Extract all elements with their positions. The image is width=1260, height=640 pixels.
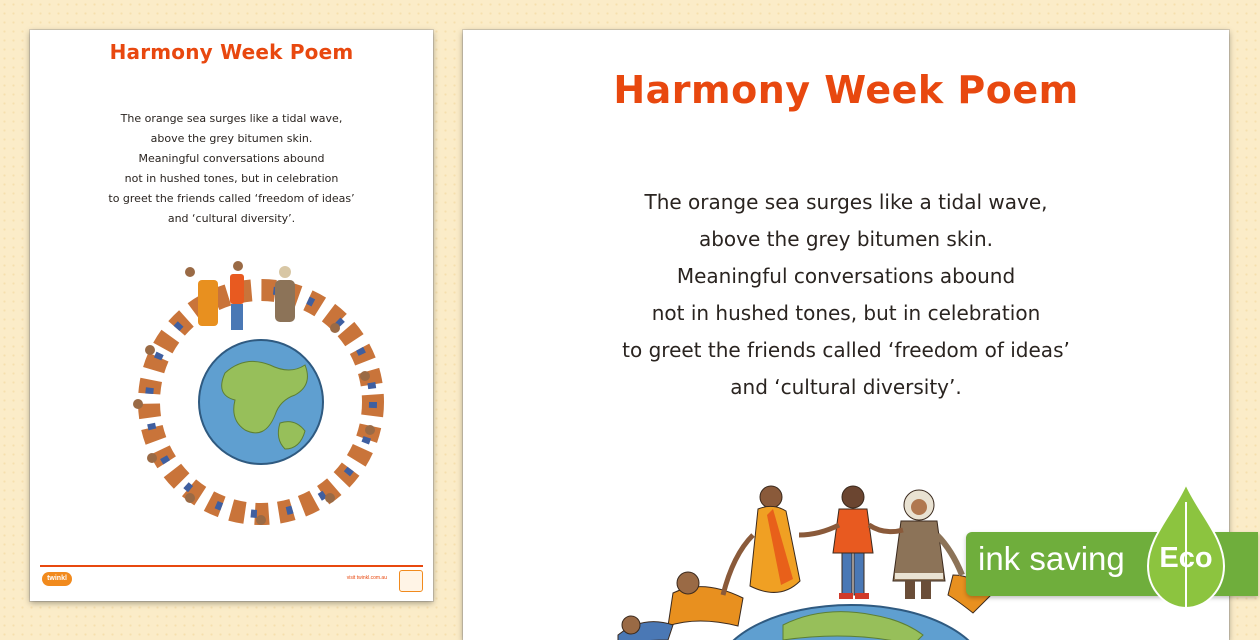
poem-line: above the grey bitumen skin. xyxy=(698,227,994,251)
poem-line: Meaningful conversations abound xyxy=(676,264,1016,288)
globe-children-svg xyxy=(130,258,392,530)
poem-line: to greet the friends called ‘freedom of ideas’ xyxy=(108,192,355,205)
twinkl-logo: twinkl xyxy=(42,572,72,586)
ink-saving-label: ink saving xyxy=(978,540,1125,577)
poem-line: The orange sea surges like a tidal wave, xyxy=(644,190,1048,214)
poem-line: Meaningful conversations abound xyxy=(138,152,325,165)
thumbnail-title: Harmony Week Poem xyxy=(109,40,354,64)
ink-saving-eco-badge xyxy=(966,482,1258,614)
poem-line: The orange sea surges like a tidal wave, xyxy=(120,112,343,125)
main-title: Harmony Week Poem xyxy=(613,68,1079,112)
footer-url: visit twinkl.com.au xyxy=(346,575,387,581)
eco-label: Eco xyxy=(1159,542,1213,574)
poem-line: not in hushed tones, but in celebration xyxy=(651,301,1041,325)
thumbnail-poem xyxy=(30,109,433,229)
main-poem xyxy=(463,184,1229,406)
thumbnail-page[interactable] xyxy=(30,30,433,601)
poem-line: and ‘cultural diversity’. xyxy=(730,375,962,399)
poem-line: not in hushed tones, but in celebration xyxy=(124,172,339,185)
quality-badge-icon xyxy=(399,570,423,592)
globe-children-illustration xyxy=(130,258,392,530)
poem-line: to greet the friends called ‘freedom of ideas’ xyxy=(622,338,1070,362)
poem-line: and ‘cultural diversity’. xyxy=(167,212,296,225)
thumbnail-footer xyxy=(40,565,423,593)
poem-line: above the grey bitumen skin. xyxy=(150,132,313,145)
